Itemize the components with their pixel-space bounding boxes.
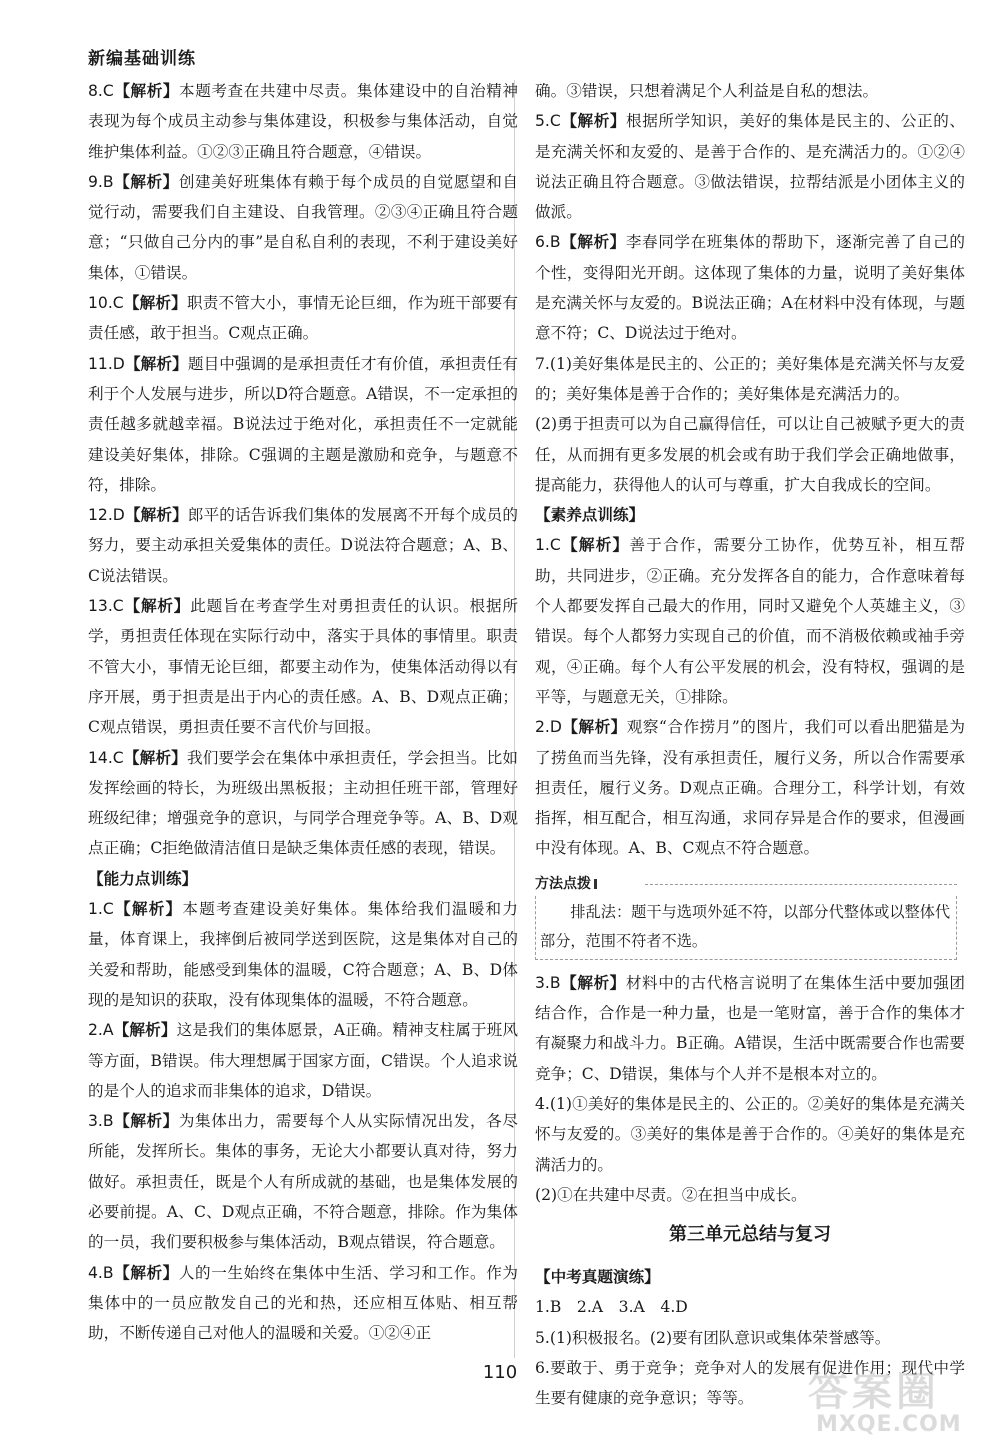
- answer-item: [88, 167, 518, 288]
- answer-number: 3.B: [535, 973, 561, 992]
- section-title: 【能力点训练】: [88, 869, 198, 888]
- answer-text: 李春同学在班集体的帮助下，逐渐完善了自己的个性，变得阳光开朗。这体现了集体的力量，说明了美好集体是充满关怀与友爱的。B说法正确；A在材料中没有体现，与题意不符；C、D说法过于绝对。: [535, 233, 965, 343]
- answer-item: [88, 500, 518, 591]
- answer-item: [88, 894, 518, 1015]
- analysis-tag: 【解析】: [124, 506, 188, 525]
- answer-item: [88, 288, 518, 349]
- analysis-tag: 【解析】: [561, 718, 627, 737]
- analysis-tag: 【解析】: [113, 172, 179, 191]
- answer-text: 题目中强调的是承担责任才有价值，承担责任有利于个人发展与进步，所以D符合题意。A错误，不一定承担的责任越多就越幸福。B说法过于绝对化，承担责任不一定就能建设美好集体，排除。C强调的主题是激励和竞争，与题意不符，排除。: [88, 354, 518, 494]
- method-tip-body: [535, 896, 957, 960]
- answer-number: 2.D: [535, 718, 562, 737]
- answers-line: 1.B 2.A 3.A 4.D: [535, 1298, 688, 1317]
- analysis-tag: 【解析】: [113, 82, 180, 100]
- method-tip-box: [535, 872, 965, 960]
- answer-text: 善于合作，需要分工协作，优势互补，相互帮助，共同进步，②正确。充分发挥各自的能力，合作意味着每个人都要发挥自己最大的作用，同时又避免个人英雄主义，③错误。每个人都努力实现自己的价值，而不消极依赖或袖手旁观，④正确。每个人有公平发展的机会，没有特权，强调的是平等，与题意无关，①排除。: [535, 536, 965, 706]
- answer-number: 11.D: [88, 354, 125, 373]
- answer-number: 4.B: [88, 1263, 114, 1282]
- analysis-tag: 【解析】: [123, 597, 191, 616]
- right-column: [535, 76, 965, 1414]
- answer-text: 本题考查在共建中尽责。集体建设中的自治精神表现为每个成员主动参与集体建设，积极参与集体活动，自觉维护集体利益。①②③正确且符合题意，④错误。: [88, 82, 518, 161]
- analysis-tag: 【解析】: [560, 536, 630, 555]
- watermark-url: MXQE.COM: [816, 1412, 962, 1437]
- section-title: 【素养点训练】: [535, 506, 645, 525]
- method-tip-title: [535, 872, 613, 896]
- answer-number: 2.A: [88, 1021, 114, 1040]
- answer-number: 5.C: [535, 112, 561, 131]
- method-tip-dash: [645, 884, 957, 885]
- analysis-tag: 【解析】: [124, 354, 188, 373]
- answer-text: 本题考查建设美好集体。集体给我们温暖和力量，体育课上，我摔倒后被同学送到医院，这是集体对自己的关爱和帮助，能感受到集体的温暖，C符合题意；A、B、D体现的是知识的获取，没有体现集体的温暖，不符合题意。: [88, 900, 518, 1009]
- answer-text: 创建美好班集体有赖于每个成员的自觉愿望和自觉行动，需要我们自主建设、自我管理。②③④正确且符合题意；“只做自己分内的事”是自私自利的表现，不利于建设美好集体，①错误。: [88, 172, 518, 282]
- answer-text: 郎平的话告诉我们集体的发展离不开每个成员的努力，要主动承担关爱集体的责任。D说法符合题意；A、B、C说法错误。: [88, 506, 518, 585]
- answer-number: 1.C: [88, 900, 114, 919]
- continued-text: 确。③错误，只想着满足个人利益是自私的想法。: [535, 82, 879, 100]
- analysis-tag: 【解析】: [113, 1021, 177, 1040]
- answer-text: 这是我们的集体愿景，A正确。精神支柱属于班风等方面，B错误。伟大理想属于国家方面，C错误。个人追求说的是个人的追求而非集体的追求，D错误。: [88, 1021, 518, 1100]
- analysis-tag: 【解析】: [560, 233, 626, 252]
- answer-text: 为集体出力，需要每个人从实际情况出发，各尽所能，发挥所长。集体的事务，无论大小都要认真对待，努力做好。承担责任，既是个人有所成就的基础，也是集体发展的必要前提。A、C、D观点正确，不符合题意，排除。作为集体的一员，我们要积极参与集体活动，B观点错误，符合题意。: [88, 1112, 518, 1252]
- answer-text: 职责不管大小，事情无论巨细，作为班干部要有责任感，敢于担当。C观点正确。: [88, 294, 518, 343]
- answer-item: [88, 1106, 518, 1257]
- answer-item: [535, 227, 965, 348]
- answer-item: [88, 1015, 518, 1106]
- analysis-tag: 【解析】: [113, 1112, 179, 1131]
- answer-item: 7.(1)美好集体是民主的、公正的；美好集体是充满关怀与友爱的；美好集体是善于合作的；美好集体是充满活力的。: [535, 354, 965, 403]
- answer-text: 人的一生始终在集体中生活、学习和工作。作为集体中的一员应散发自己的光和热，还应相互体贴、相互帮助，不断传递自己对他人的温暖和关爱。①②④正: [88, 1263, 518, 1343]
- answer-number: 12.D: [88, 506, 125, 525]
- answer-item: [535, 712, 965, 863]
- answer-item: 4.(1)①美好的集体是民主的、公正的。②美好的集体是充满关怀与友爱的。③美好的集体是善于合作的。④美好的集体是充满活力的。: [535, 1094, 965, 1174]
- method-tip-text: 排乱法：题干与选项外延不符，以部分代整体或以整体代部分，范围不符者不选。: [540, 902, 951, 950]
- answer-item: [88, 1258, 518, 1349]
- analysis-tag: 【解析】: [123, 294, 187, 313]
- unit-title: 第三单元总结与复习: [669, 1224, 831, 1246]
- answer-number: 8.C: [88, 82, 114, 100]
- method-tip-label: 方法点拨: [535, 875, 591, 892]
- answer-text: 我们要学会在集体中承担责任，学会担当。比如发挥绘画的特长，为班级出黑板报；主动担任班干部，管理好班级纪律；增强竞争的意识，与同学合理竞争等。A、B、D观点正确；C拒绝做清洁值日是缺乏集体责任感的表现，错误。: [88, 748, 518, 858]
- answer-number: 9.B: [88, 172, 114, 191]
- analysis-tag: 【解析】: [113, 1263, 179, 1282]
- page-number: 110: [482, 1362, 518, 1383]
- analysis-tag: 【解析】: [560, 973, 626, 992]
- left-column: [88, 76, 518, 1348]
- answer-item: [535, 530, 965, 712]
- answer-text: 根据所学知识，美好的集体是民主的、公正的、是充满关怀和友爱的、是善于合作的、是充满活力的。①②④说法正确且符合题意。③做法错误，拉帮结派是小团体主义的做派。: [535, 112, 965, 222]
- watermark-text: 答案圈: [808, 1369, 940, 1415]
- section-title: 【中考真题演练】: [535, 1268, 660, 1287]
- answer-item: [88, 349, 518, 500]
- answer-number: 1.C: [535, 536, 561, 555]
- analysis-tag: 【解析】: [113, 900, 183, 919]
- answer-number: 6.B: [535, 233, 561, 252]
- watermark-logo: [808, 1369, 988, 1438]
- analysis-tag: 【解析】: [560, 112, 627, 131]
- answer-item: [88, 591, 518, 742]
- answer-item: (2)勇于担责可以为自己赢得信任，可以让自己被赋予更大的责任，从而拥有更多发展的机会或有助于我们学会正确地做事，提高能力，获得他人的认可与尊重，扩大自我成长的空间。: [535, 415, 965, 494]
- answer-item: 5.(1)积极报名。(2)要有团队意识或集体荣誉感等。: [535, 1328, 891, 1347]
- answer-number: 10.C: [88, 294, 124, 313]
- answer-item: [535, 968, 965, 1089]
- answer-text: 观察“合作捞月”的图片，我们可以看出肥猫是为了捞鱼而当先锋，没有承担责任，履行义务，所以合作需要承担责任，履行义务。D观点正确。合理分工，科学计划，有效指挥，相互配合，相互沟通，求同存异是合作的要求，但漫画中没有体现。A、B、C观点不符合题意。: [535, 718, 965, 858]
- speaker-icon: [594, 879, 607, 889]
- answer-item: (2)①在共建中尽责。②在担当中成长。: [535, 1185, 807, 1204]
- answer-item: [88, 76, 518, 167]
- answer-number: 13.C: [88, 597, 124, 616]
- book-title: 新编基础训练: [88, 49, 196, 69]
- answer-item: [88, 743, 518, 864]
- answer-item: 6.要敢于、勇于竞争；竞争对人的发展有促进作用；现代中学生要有健康的竞争意识；等等。: [535, 1358, 965, 1408]
- answer-number: 14.C: [88, 748, 124, 767]
- answer-text: 此题旨在考查学生对勇担责任的认识。根据所学，勇担责任体现在实际行动中，落实于具体的事情里。职责不管大小，事情无论巨细，都要主动作为，使集体活动得以有序开展，勇于担责是出于内心的责任感。A、B、D观点正确；C观点错误，勇担责任要不言代价与回报。: [88, 597, 518, 737]
- answer-item: [535, 106, 965, 227]
- analysis-tag: 【解析】: [123, 748, 187, 767]
- answer-text: 材料中的古代格言说明了在集体生活中要加强团结合作，合作是一种力量，也是一笔财富，善于合作的集体才有凝聚力和战斗力。B正确。A错误，生活中既需要合作也需要竞争；C、D错误，集体与个人并不是根本对立的。: [535, 973, 965, 1083]
- answer-number: 3.B: [88, 1112, 114, 1131]
